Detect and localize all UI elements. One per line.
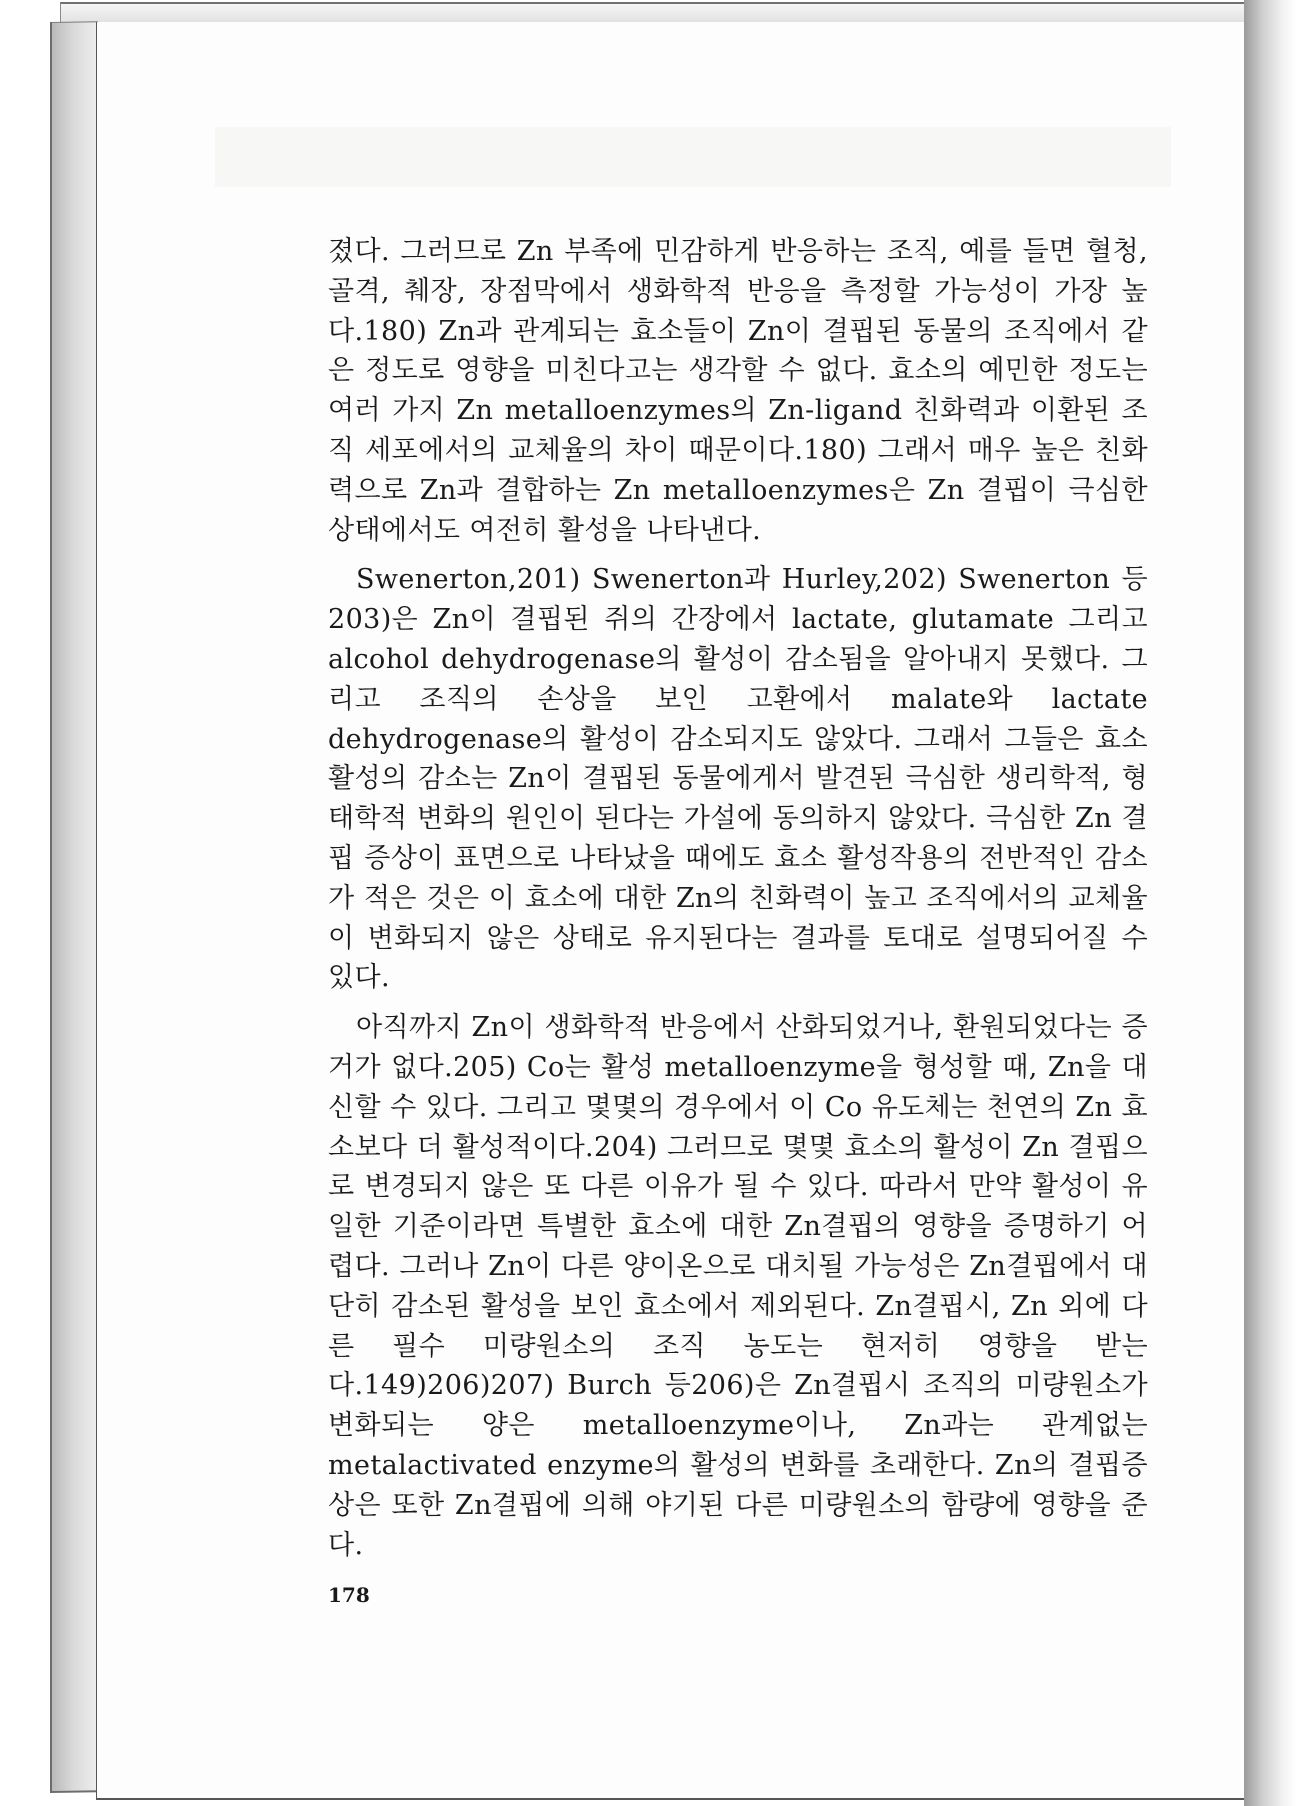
book-spine (50, 21, 98, 1793)
paragraph-2: Swenerton,201) Swenerton과 Hurley,202) Swenerton 등203)은 Zn이 결핍된 쥐의 간장에서 lactate, glutamate 그리고 alcohol dehydrogenase의 활성이 감소됨을 알아내지 못했다. 그리고 조직의 손상을 보인 고환에서 malate와 lactate dehydrogenase의 활성이 감소되지도 않았다. 그래서 그들은 효소 활성의 감소는 Zn이 결핍된 동물에게서 발견된 극심한 생리학적, 형태학적 변화의 원인이 된다는 가설에 동의하지 않았다. 극심한 Zn 결핍 증상이 표면으로 나타났을 때에도 효소 활성작용의 전반적인 감소가 적은 것은 이 효소에 대한 Zn의 친화력이 높고 조직에서의 교체율이 변화되지 않은 상태로 유지된다는 결과를 토대로 설명되어질 수 있다. (328, 564, 1148, 994)
paragraph-3: 아직까지 Zn이 생화학적 반응에서 산화되었거나, 환원되었다는 증거가 없다.205) Co는 활성 metalloenzyme을 형성할 때, Zn을 대신할 수 있다. 그리고 몇몇의 경우에서 이 Co 유도체는 천연의 Zn 효소보다 더 활성적이다.204) 그러므로 몇몇 효소의 활성이 Zn 결핍으로 변경되지 않은 또 다른 이유가 될 수 있다. 따라서 만약 활성이 유일한 기준이라면 특별한 효소에 대한 Zn결핍의 영향을 증명하기 어렵다. 그러나 Zn이 다른 양이온으로 대치될 가능성은 Zn결핍에서 대단히 감소된 활성을 보인 효소에서 제외된다. Zn결핍시, Zn 외에 다른 필수 미량원소의 조직 농도는 현저히 영향을 받는다.149)206)207) Burch 등206)은 Zn결핍시 조직의 미량원소가 변화되는 양은 metalloenzyme이나, Zn과는 관계없는 metalactivated enzyme의 활성의 변화를 초래한다. Zn의 결핍증상은 또한 Zn결핍에 의해 야기된 다른 미량원소의 함량에 영향을 준다. (328, 1012, 1148, 1561)
body-text (328, 232, 1148, 1575)
book-right-edge-shadow (1244, 0, 1296, 1806)
book-top-edge (60, 2, 1246, 24)
page-header-band (215, 127, 1171, 187)
paragraph-1: 졌다. 그러므로 Zn 부족에 민감하게 반응하는 조직, 예를 들면 혈청, 골격, 췌장, 장점막에서 생화학적 반응을 측정할 가능성이 가장 높다.180) Zn과 관계되는 효소들이 Zn이 결핍된 동물의 조직에서 같은 정도로 영향을 미친다고는 생각할 수 없다. 효소의 예민한 정도는 여러 가지 Zn metalloenzymes의 Zn-ligand 친화력과 이환된 조직 세포에서의 교체율의 차이 때문이다.180) 그래서 매우 높은 친화력으로 Zn과 결합하는 Zn metalloenzymes은 Zn 결핍이 극심한 상태에서도 여전히 활성을 나타낸다. (328, 236, 1148, 546)
page-number: 178 (328, 1583, 370, 1607)
